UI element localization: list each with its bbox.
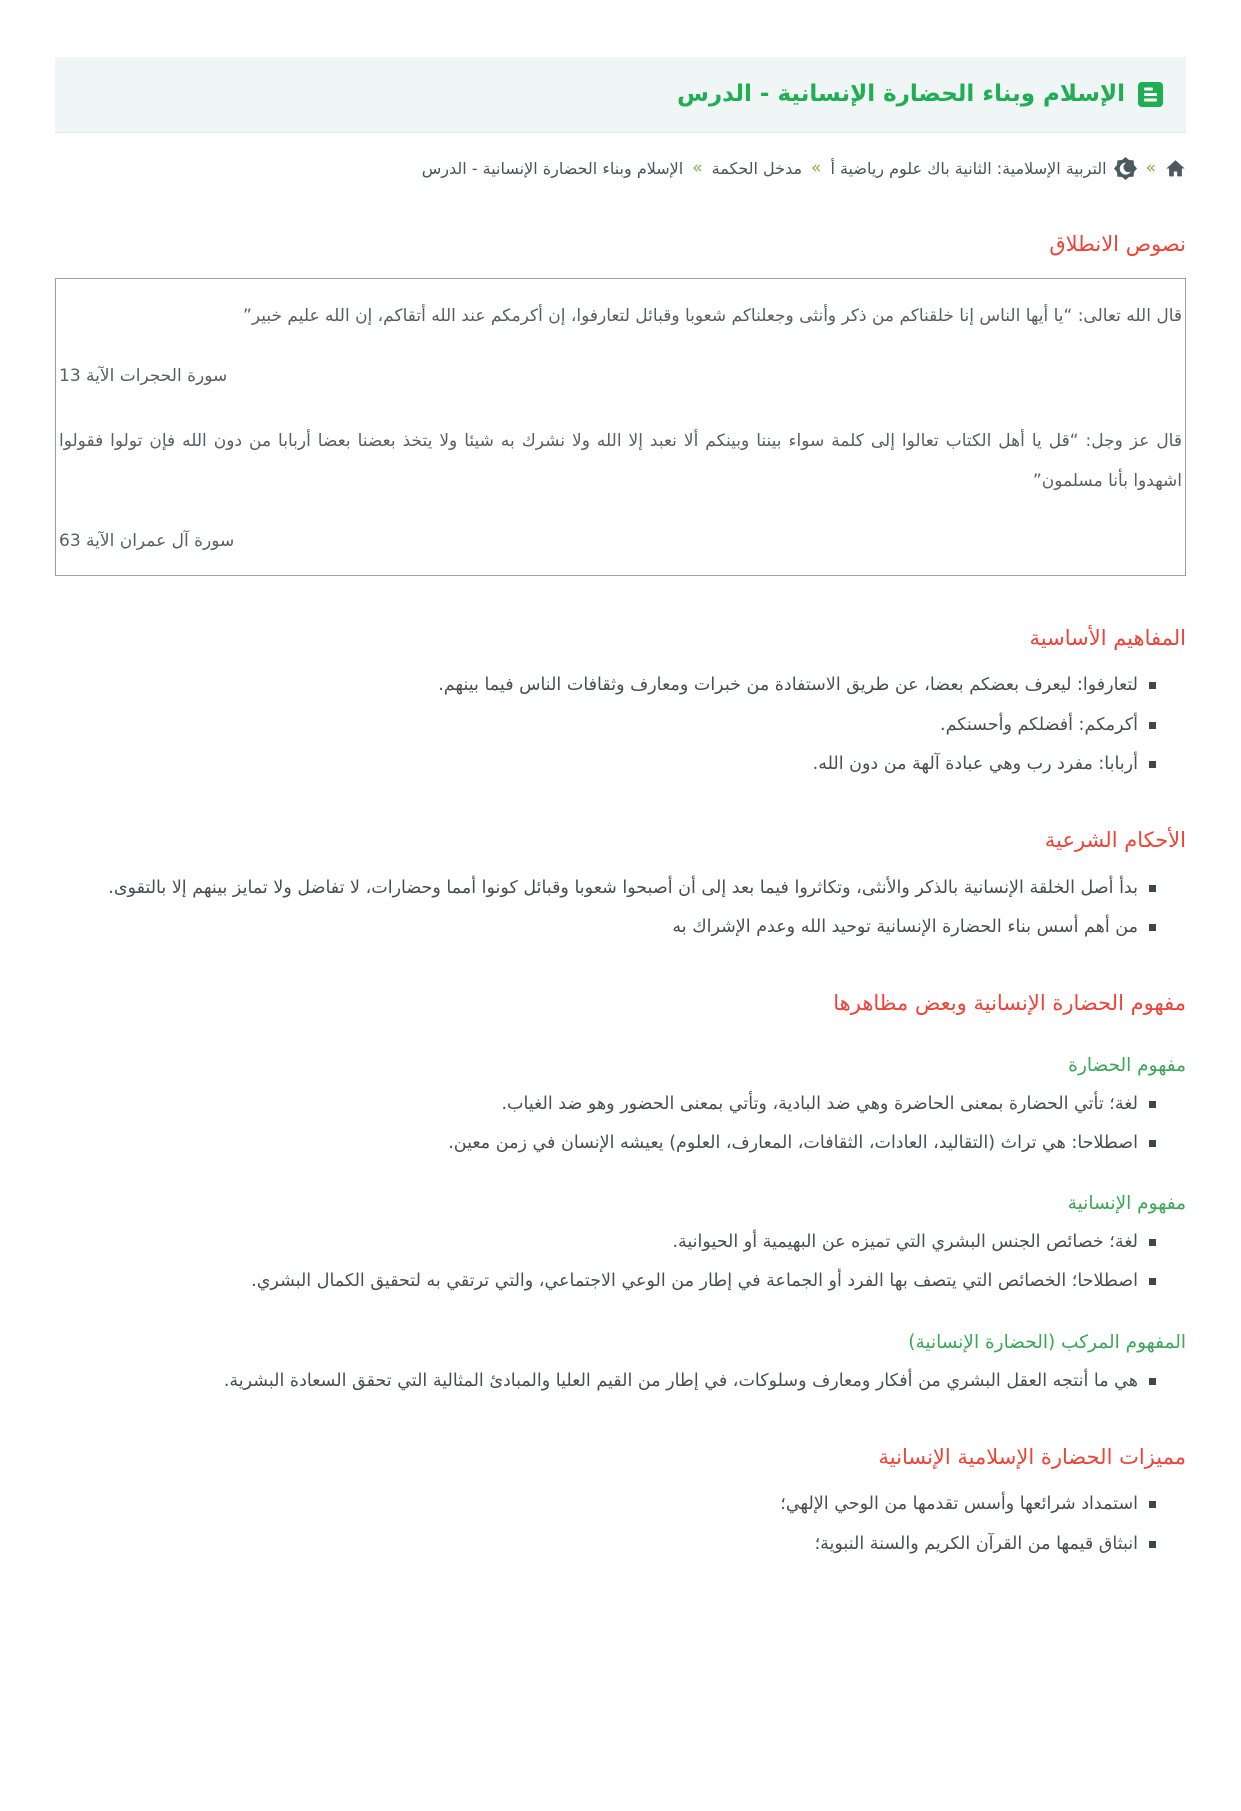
list-item-text: أكرمكم: أفضلكم وأحسنكم. [940,714,1138,735]
list-item [55,913,1156,941]
breadcrumb [55,155,1186,182]
breadcrumb-item-unit-label[interactable]: مدخل الحكمة [711,158,803,178]
quran-quote: قال عز وجل: “قل يا أهل الكتاب تعالوا إلى كلمة سواء بيننا وبينكم ألا نعبد إلا الله ولا نشرك به شيئا ولا يتخذ بعضنا بعضا أربابا من دون الله فإن تولوا فقولوا اشهدوا بأنا مسلمون” [59,430,1182,491]
bullet-icon [1149,924,1156,931]
breadcrumb-item-subject[interactable] [830,156,1136,182]
list-item [55,711,1156,739]
breadcrumb-separator: » [811,158,822,178]
list-item [55,1090,1156,1118]
list-item-text: لتعارفوا: ليعرف بعضكم بعضا، عن طريق الاستفادة من خبرات ومعارف وثقافات الناس فيما بينهم. [438,675,1138,696]
quran-quotes-box [55,278,1186,576]
civilization-definition-list [55,1090,1186,1158]
list-item-text: هي ما أنتجه العقل البشري من أفكار ومعارف وسلوكات، في إطار من القيم العليا والمبادئ المثالية التي تحقق السعادة البشرية. [223,1370,1138,1391]
features-list [55,1490,1186,1558]
list-item [55,874,1156,902]
bullet-icon [1149,682,1156,689]
list-item [55,1530,1156,1558]
list-item [55,671,1156,699]
bullet-icon [1149,1378,1156,1385]
basic-concepts-list [55,671,1186,778]
list-item-text: من أهم أسس بناء الحضارة الإنسانية توحيد الله وعدم الإشراك به [672,916,1138,937]
list-item [55,1490,1156,1518]
breadcrumb-item-unit[interactable] [712,156,802,182]
humanity-definition-list [55,1228,1186,1296]
bullet-icon [1149,1239,1156,1246]
subsection-heading-composite-concept: المفهوم المركب (الحضارة الإنسانية) [908,1331,1186,1353]
bullet-icon [1149,1278,1156,1285]
bullet-icon [1149,1140,1156,1147]
section-heading-intro-texts: نصوص الانطلاق [1049,232,1186,257]
lesson-content [55,230,1186,1558]
legal-rulings-list [55,874,1186,942]
bullet-icon [1149,1541,1156,1548]
list-item-text: لغة؛ تأتي الحضارة بمعنى الحاضرة وهي ضد البادية، وتأتي بمعنى الحضور وهو ضد الغياب. [501,1093,1138,1114]
list-item [55,1228,1156,1256]
page-title [677,81,1164,108]
breadcrumb-separator: » [1145,158,1156,178]
bullet-icon [1149,722,1156,729]
subsection-heading-humanity: مفهوم الإنسانية [1067,1193,1186,1215]
quote-source: سورة الحجرات الآية 13 [59,365,228,386]
page-header [55,57,1186,133]
list-item [55,750,1156,778]
breadcrumb-home[interactable] [1165,158,1186,179]
quote-source: سورة آل عمران الآية 63 [59,530,235,551]
breadcrumb-separator: » [692,158,703,178]
bullet-icon [1149,1501,1156,1508]
list-item [55,1129,1156,1157]
subsection-heading-civilization: مفهوم الحضارة [1068,1054,1186,1076]
list-item-text: انبثاق قيمها من القرآن الكريم والسنة النبوية؛ [814,1533,1138,1554]
breadcrumb-item-current-label: الإسلام وبناء الحضارة الإنسانية - الدرس [421,158,684,178]
quran-quote: قال الله تعالى: “يا أيها الناس إنا خلقناكم من ذكر وأنثى وجعلناكم شعوبا وقبائل لتعارفوا، إن أكرمكم عند الله أتقاكم، إن الله عليم خبير” [243,305,1182,326]
list-item-text: اصطلاحا؛ الخصائص التي يتصف بها الفرد أو الجماعة في إطار من الوعي الاجتماعي، والتي ترتقي به لتحقيق الكمال البشري. [251,1271,1138,1292]
page-title-text: الإسلام وبناء الحضارة الإنسانية - الدرس [677,81,1125,107]
list-item [55,1367,1156,1395]
list-item [55,1267,1156,1295]
section-heading-legal-rulings: الأحكام الشرعية [1044,828,1186,853]
section-heading-civilization-definition: مفهوم الحضارة الإنسانية وبعض مظاهرها [833,991,1186,1016]
list-item-text: لغة؛ خصائص الجنس البشري التي تميزه عن البهيمية أو الحيوانية. [672,1232,1138,1253]
breadcrumb-item-current [422,156,684,182]
bullet-icon [1149,1101,1156,1108]
list-item-text: اصطلاحا: هي تراث (التقاليد، العادات، الثقافات، المعارف، العلوم) يعيشه الإنسان في زمن معين. [448,1132,1138,1153]
bullet-icon [1149,885,1156,892]
composite-concept-list [55,1367,1186,1395]
list-item-text: استمداد شرائعها وأسس تقدمها من الوحي الإلهي؛ [780,1494,1138,1515]
crescent-star-icon [1114,157,1137,180]
section-heading-basic-concepts: المفاهيم الأساسية [1029,625,1186,650]
breadcrumb-item-subject-label[interactable]: التربية الإسلامية: الثانية باك علوم رياضية أ [830,158,1107,178]
list-icon [1137,81,1164,108]
list-item-text: بدأ أصل الخلقة الإنسانية بالذكر والأنثى، وتكاثروا فيما بعد إلى أن أصبحوا شعوبا وقبائل كونوا أمما وحضارات، لا تفاضل ولا تمايز بينهم إلا بالتقوى. [108,877,1138,898]
bullet-icon [1149,761,1156,768]
list-item-text: أربابا: مفرد رب وهي عبادة آلهة من دون الله. [812,753,1138,774]
home-icon[interactable] [1165,158,1186,179]
section-heading-features: مميزات الحضارة الإسلامية الإنسانية [878,1445,1186,1470]
